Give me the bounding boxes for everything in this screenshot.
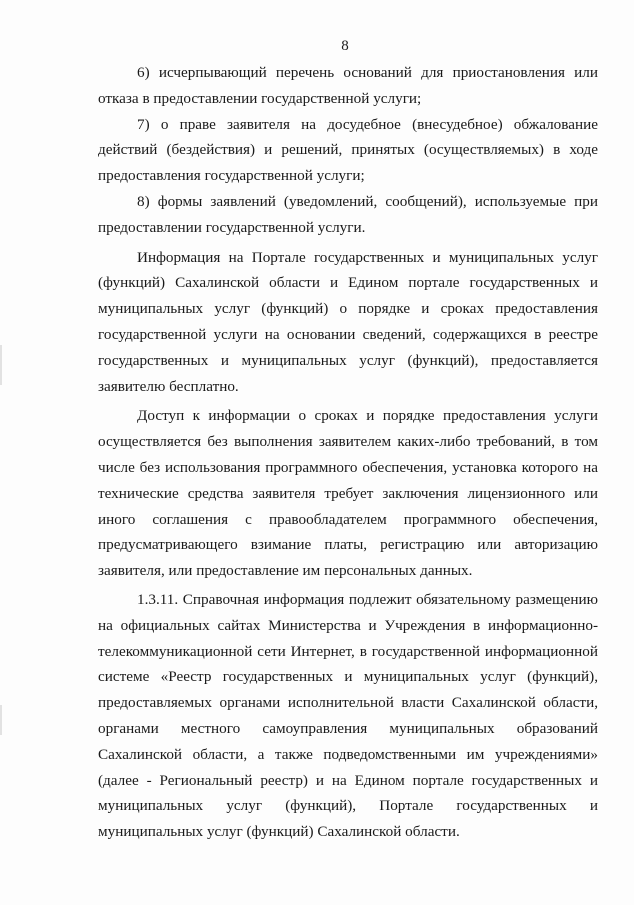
page-number: 8 — [341, 38, 349, 54]
paragraph-section-1-3-11: 1.3.11. Справочная информация подлежит обязательному размещению на официальных сайтах Министерства и Учреждения в информационно-телекоммуникационной сети Интернет, в государственной информационной системе «Реестр государственных и муниципальных услуг (функций), предоставляемых органами исполнительной власти Сахалинской области, органами местного самоуправления муниципальных образований Сахалинской области, а также подведомственными им учреждениями» (далее - Региональный реестр) и на Едином портале государственных и муниципальных услуг (функций), Портале государственных и муниципальных услуг (функций) Сахалинской области. — [98, 590, 598, 841]
list-item-7: 7) о праве заявителя на досудебное (внесудебное) обжалование действий (бездействия) и решений, принятых (осуществляемых) в ходе предоставления государственной услуги; — [98, 115, 598, 185]
scan-edge-mark — [0, 345, 2, 385]
paragraph-access-info: Доступ к информации о сроках и порядке предоставления услуги осуществляется без выполнения заявителем каких-либо требований, в том числе без использования программного обеспечения, установка которого на технические средства заявителя требует заключения лицензионного или иного соглашения с правообладателем программного обеспечения, предусматривающего взимание платы, регистрацию или авторизацию заявителя, или предоставление им персональных данных. — [98, 407, 598, 580]
document-body — [98, 60, 598, 845]
list-item-8: 8) формы заявлений (уведомлений, сообщений), используемые при предоставлении государственной услуги. — [98, 192, 598, 236]
scan-edge-mark — [0, 705, 2, 735]
paragraph-portal-info: Информация на Портале государственных и муниципальных услуг (функций) Сахалинской области и Едином портале государственных и муниципальных услуг (функций) о порядке и сроках предоставления государственной услуги на основании сведений, содержащихся в реестре государственных и муниципальных услуг (функций), предоставляется заявителю бесплатно. — [98, 248, 598, 395]
list-item-6: 6) исчерпывающий перечень оснований для приостановления или отказа в предоставлении государственной услуги; — [98, 64, 598, 107]
